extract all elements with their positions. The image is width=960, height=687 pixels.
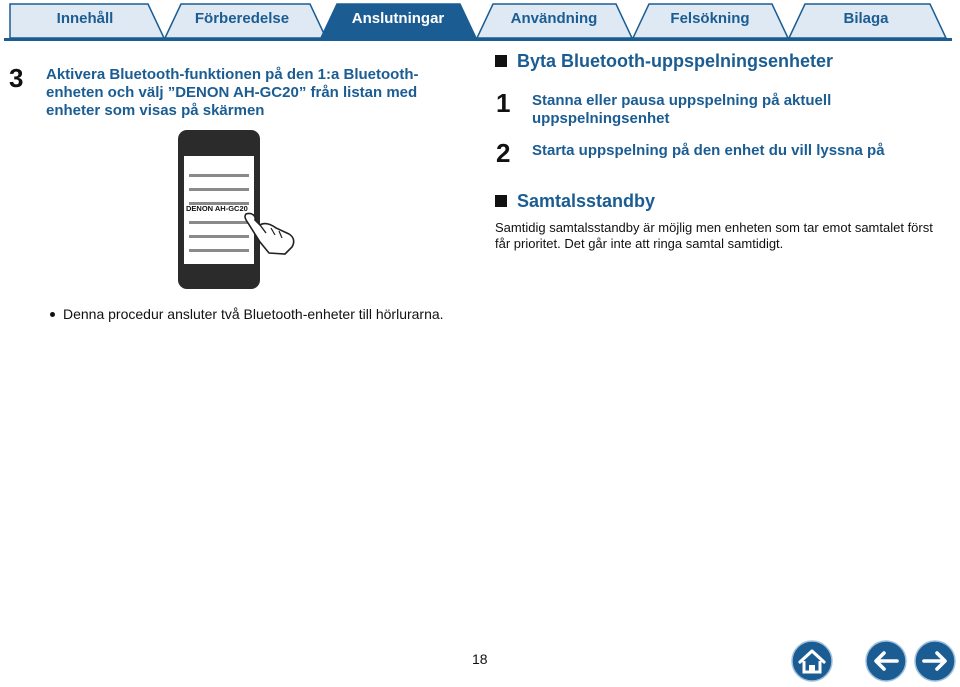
substep-text-1: Stanna eller pausa uppspelning på aktuell uppspelningsenhet <box>532 92 832 127</box>
page-number: 18 <box>472 651 488 667</box>
tab-bar <box>0 0 960 44</box>
phone-device-label: DENON AH-GC20 <box>186 204 248 213</box>
tab-anvandning[interactable]: Användning <box>510 10 598 27</box>
tab-innehall[interactable]: Innehåll <box>56 10 114 27</box>
substep-number-2: 2 <box>496 138 511 168</box>
forward-arrow-icon <box>914 640 956 682</box>
step-number: 3 <box>9 63 24 93</box>
back-arrow-icon <box>865 640 907 682</box>
section-heading-samtal <box>495 191 655 212</box>
home-icon <box>791 640 833 682</box>
substep-text-2: Starta uppspelning på den enhet du vill lyssna på <box>532 142 885 159</box>
section-title-byta: Byta Bluetooth-uppspelningsenheter <box>517 51 834 71</box>
forward-button[interactable] <box>914 640 956 682</box>
section-title-samtal: Samtalsstandby <box>517 191 656 211</box>
section-square-icon <box>495 195 507 207</box>
note-text: Denna procedur ansluter två Bluetooth-enheter till hörlurarna. <box>63 306 444 322</box>
home-button[interactable] <box>791 640 833 682</box>
section-square-icon <box>495 55 507 67</box>
tab-bilaga[interactable]: Bilaga <box>843 10 889 27</box>
phone-illustration <box>176 130 301 295</box>
section-heading-byta <box>495 51 833 72</box>
note-bullet <box>50 306 444 322</box>
step-instruction: Aktivera Bluetooth-funktionen på den 1:a Bluetooth-enheten och välj ”DENON AH-GC20” från listan med enheter som visas på skärmen <box>46 66 419 119</box>
tab-felsokning[interactable]: Felsökning <box>670 10 750 27</box>
tab-anslutningar[interactable]: Anslutningar <box>351 10 445 27</box>
back-button[interactable] <box>865 640 907 682</box>
tab-forberedelse[interactable]: Förberedelse <box>194 10 290 27</box>
substep-number-1: 1 <box>496 88 511 118</box>
bullet-icon <box>50 312 55 317</box>
samtal-description: Samtidig samtalsstandby är möjlig men enheten som tar emot samtalet först får prioritet. Det går inte att ringa samtal samtidigt. <box>495 220 933 251</box>
